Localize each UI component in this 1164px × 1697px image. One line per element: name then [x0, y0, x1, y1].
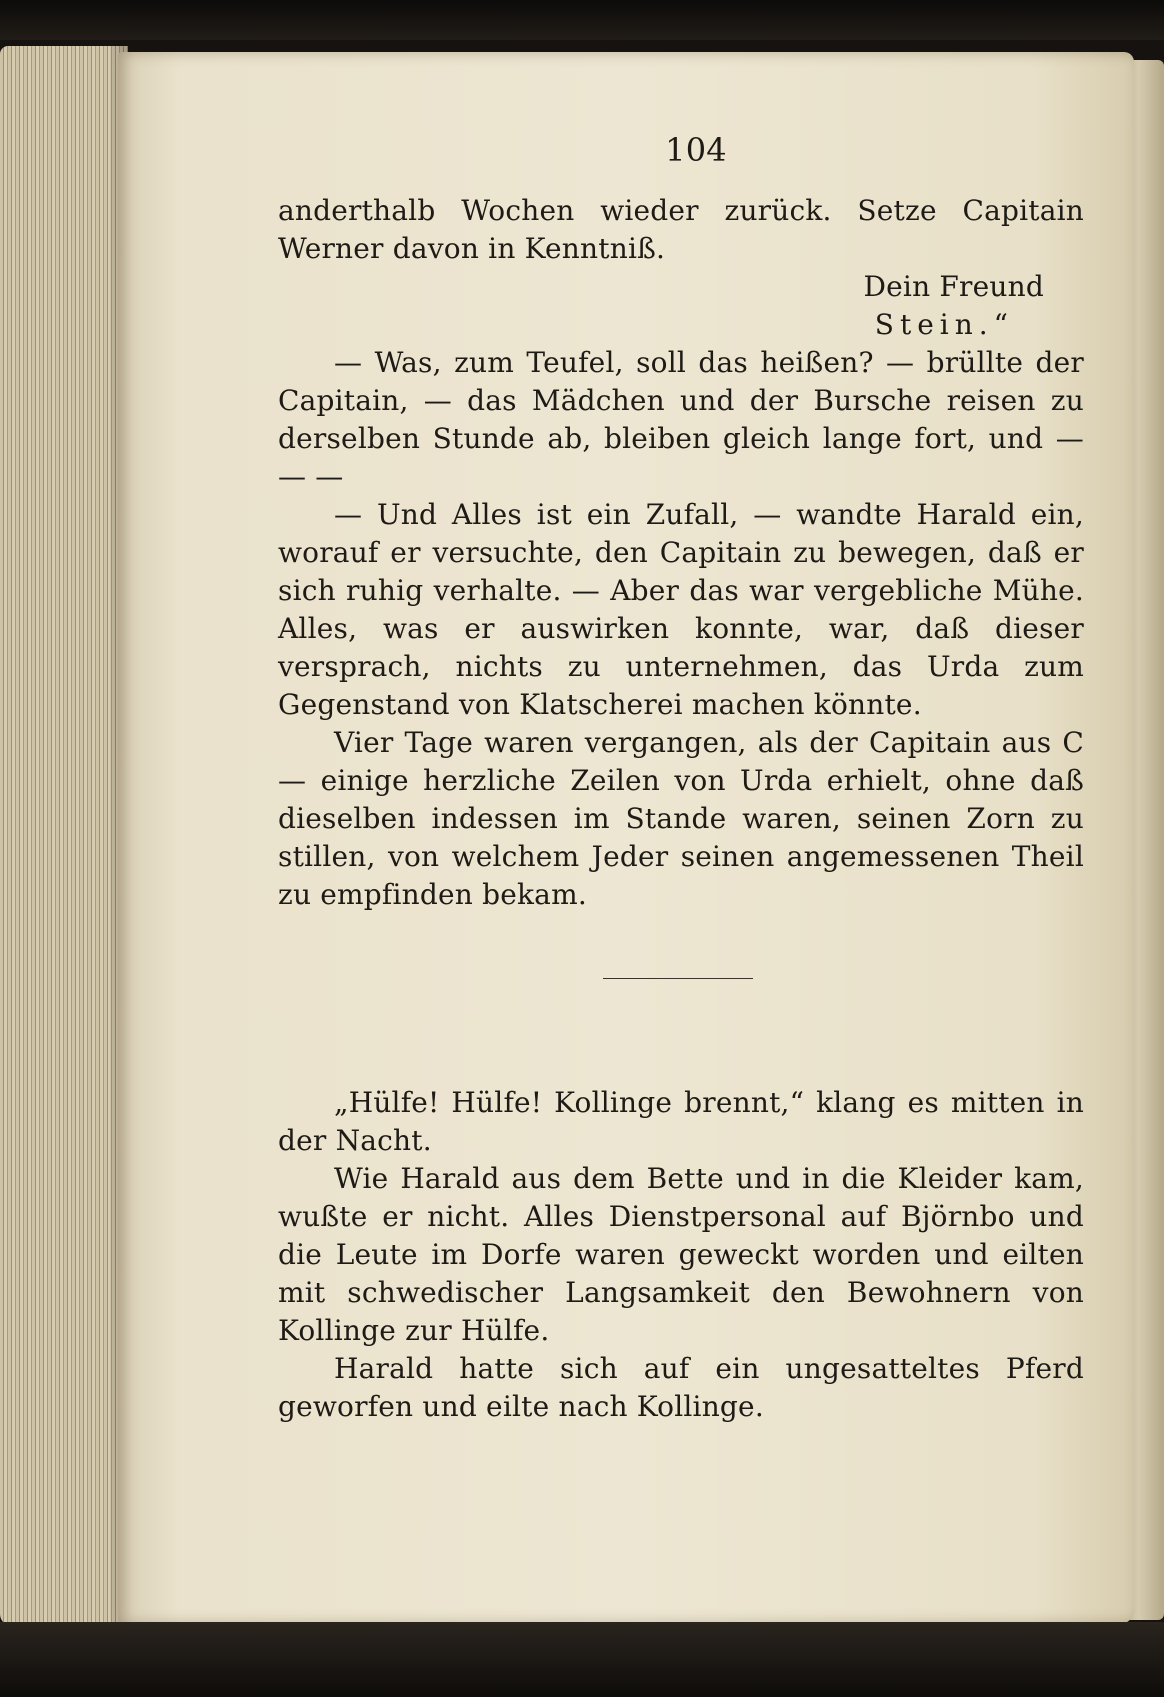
page-text-block [278, 130, 1084, 1426]
letter-signature: Stein.“ [874, 308, 1014, 341]
paragraph-harald-wakes: Wie Harald aus dem Bette und in die Kleider kam, wußte er nicht. Alles Dienstpersonal auf Björnbo und die Leute im Dorfe waren geweckt worden und eilten mit schwedischer Langsamkeit den Bewohnern von Kollinge zur Hülfe. [278, 1162, 1084, 1347]
scanner-background-top [0, 0, 1164, 40]
paragraph-fire-alarm: „Hülfe! Hülfe! Kollinge brennt,“ klang es mitten in der Nacht. [278, 1086, 1084, 1157]
scanner-background-bottom [0, 1622, 1164, 1697]
section-divider-rule [603, 978, 753, 979]
paragraph-harald-reply: — Und Alles ist ein Zufall, — wandte Harald ein, worauf er versuchte, den Capitain zu bewegen, daß er sich ruhig verhalte. — Aber das war vergebliche Mühe. Alles, was er auswirken konnte, war, daß dieser versprach, nichts zu unternehmen, das Urda zum Gegenstand von Klatscherei machen könnte. [278, 498, 1084, 721]
paragraph-four-days: Vier Tage waren vergangen, als der Capitain aus C— einige herzliche Zeilen von Urda erhielt, ohne daß dieselben indessen im Stande waren, seinen Zorn zu stillen, von welchem Jeder seinen angemessenen Theil zu empfinden bekam. [278, 726, 1084, 911]
letter-signoff: Dein Freund [863, 270, 1044, 303]
paragraph-harald-rides: Harald hatte sich auf ein ungesatteltes Pferd geworfen und eilte nach Kollinge. [278, 1352, 1084, 1423]
paragraph-captain-outburst: — Was, zum Teufel, soll das heißen? — brüllte der Capitain, — das Mädchen und der Bursche reisen zu derselben Stunde ab, bleiben gleich lange fort, und — — — [278, 346, 1084, 493]
book-page-edges [0, 46, 128, 1626]
paragraph-letter-end: anderthalb Wochen wieder zurück. Setze Capitain Werner davon in Kenntniß. [278, 194, 1084, 265]
section-break [278, 914, 1084, 1084]
page-number: 104 [665, 131, 727, 169]
